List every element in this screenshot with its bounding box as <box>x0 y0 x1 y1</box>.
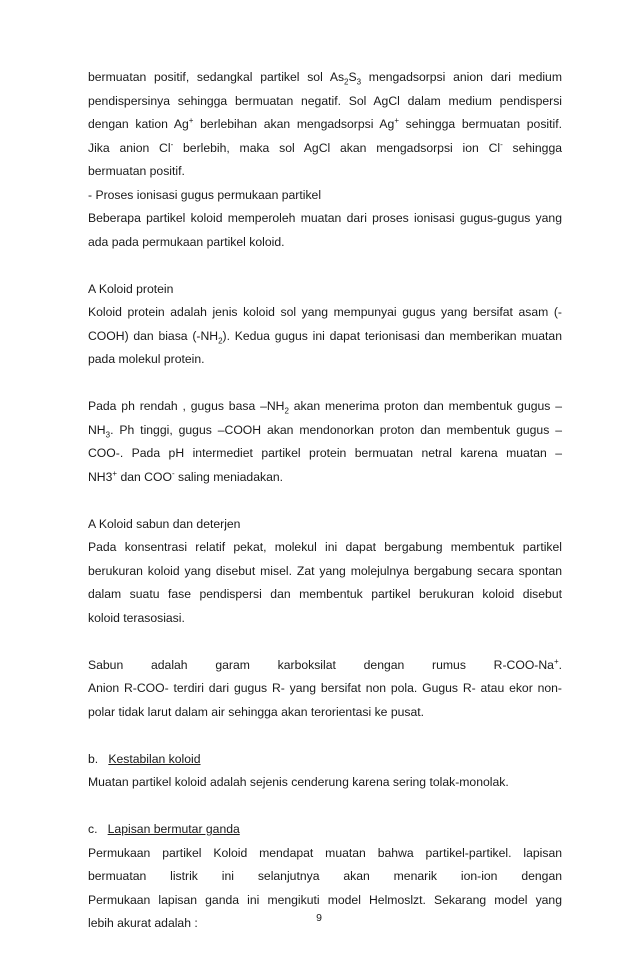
text-line: Koloid protein adalah jenis koloid sol yang mempunyai gugus yang bersifat asam (- <box>88 305 562 319</box>
text-line: dalam suatu fase pendispersi dan membentuk partikel berukuran koloid disebut <box>88 587 562 601</box>
page-number: 9 <box>316 912 322 924</box>
list-marker: c. <box>88 822 98 836</box>
section-heading: A Koloid sabun dan deterjen <box>88 516 241 531</box>
text-line: lebih akurat adalah : <box>88 916 198 930</box>
text-line: polar tidak larut dalam air sehingga akan terorientasi ke pusat. <box>88 704 425 719</box>
text-line: Pada ph rendah , gugus basa $-NH_2$ akan menerima proton dan membentuk gugus – <box>88 399 562 416</box>
text-line: bermuatan positif. <box>88 164 185 178</box>
text-line: Permukaan partikel Koloid mendapat muatan bahwa partikel-partikel. lapisan <box>88 845 562 860</box>
text-line: pendispersinya sehingga bermuatan negatif. Sol AgCl dalam medium pendispersi <box>88 93 562 108</box>
subsection-heading <box>88 818 562 842</box>
list-marker: b. <box>88 751 99 766</box>
text-line: ada pada permukaan partikel koloid. <box>88 234 285 249</box>
text-line: berukuran koloid yang disebut misel. Zat yang molejulnya bergabung secara spontan <box>88 563 562 578</box>
text-line: Beberapa partikel koloid memperoleh muatan dari proses ionisasi gugus-gugus yang <box>88 211 562 225</box>
heading-text: Lapisan bermutar ganda <box>107 822 240 836</box>
text-line: dengan kation Ag+ berlebihan akan mengadsorpsi Ag+ sehingga bermuatan positif. <box>88 115 562 131</box>
text-line: Sabun adalah garam karboksilat dengan rumus R-COO-Na+. <box>88 656 562 672</box>
subsection-heading <box>88 748 562 772</box>
text-line: Jika anion Cl- berlebih, maka sol AgCl akan mengadsorpsi ion Cl- sehingga <box>88 139 562 155</box>
heading-text: Kestabilan koloid <box>108 751 201 766</box>
document-page <box>88 66 562 936</box>
text-line: Pada konsentrasi relatif pekat, molekul ini dapat bergabung membentuk partikel <box>88 540 562 554</box>
text-line: Muatan partikel koloid adalah sejenis cenderung karena sering tolak-monolak. <box>88 775 509 789</box>
text-line: Permukaan lapisan ganda ini mengikuti model Helmoslzt. Sekarang model yang <box>88 892 562 907</box>
text-line: koloid terasosiasi. <box>88 610 185 625</box>
text-line: bermuatan listrik ini selanjutnya akan menarik ion-ion dengan <box>88 869 562 883</box>
text-line: NH3+ dan COO- saling meniadakan. <box>88 468 284 484</box>
text-line: COOH) dan biasa $(-NH_2)$. Kedua gugus ini dapat terionisasi dan memberikan muatan <box>88 328 562 345</box>
text-line: pada molekul protein. <box>88 352 205 366</box>
section-heading: A Koloid protein <box>88 281 174 296</box>
text-line: bermuatan positif, sedangkal partikel sol $As_2S_3$ mengadsorpsi anion dari medium <box>88 70 562 87</box>
section-heading: - Proses ionisasi gugus permukaan partikel <box>88 187 322 202</box>
text-line: $NH_3$. Ph tinggi, gugus –COOH akan mendonorkan proton dan membentuk gugus – <box>88 422 562 439</box>
text-line: Anion R-COO- terdiri dari gugus R- yang bersifat non pola. Gugus R- atau ekor non- <box>88 681 562 695</box>
text-line: COO-. Pada pH intermediet partikel protein bermuatan netral karena muatan – <box>88 446 562 460</box>
